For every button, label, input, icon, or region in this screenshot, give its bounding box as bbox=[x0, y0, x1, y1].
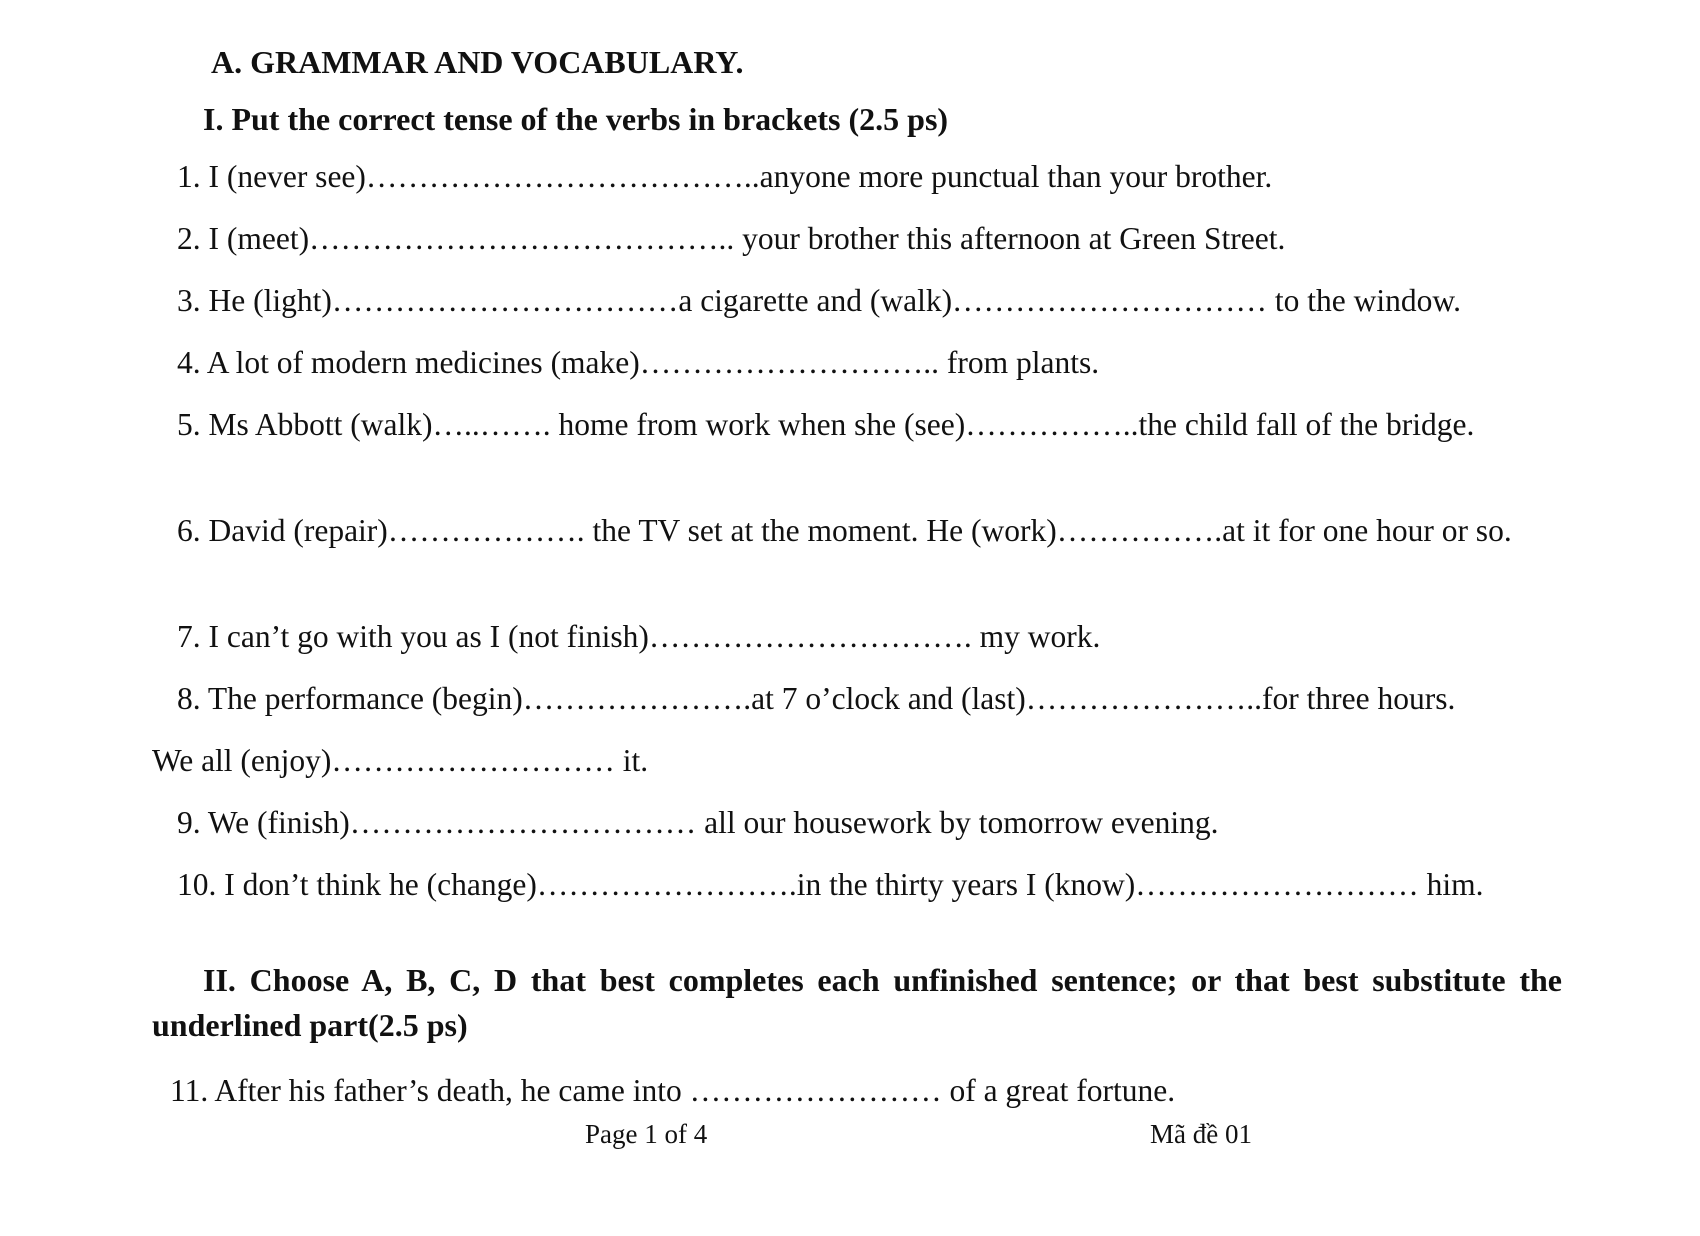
question-10: 10. I don’t think he (change)…………………….in the thirty years I (know)……………………… him. bbox=[177, 867, 1484, 902]
question-3: 3. He (light)……………………………a cigarette and (walk)………………………… to the window. bbox=[177, 283, 1461, 318]
question-8-continuation: We all (enjoy)……………………… it. bbox=[152, 743, 649, 778]
question-11: 11. After his father’s death, he came into …………………… of a great fortune. bbox=[170, 1073, 1176, 1108]
page-number: Page 1 of 4 bbox=[585, 1119, 708, 1149]
question-7: 7. I can’t go with you as I (not finish)…………………………. my work. bbox=[177, 619, 1101, 654]
part-1-heading: I. Put the correct tense of the verbs in brackets (2.5 ps) bbox=[203, 101, 949, 137]
question-4: 4. A lot of modern medicines (make)……………………….. from plants. bbox=[177, 345, 1100, 380]
question-5: 5. Ms Abbott (walk)…..……. home from work when she (see)……………..the child fall of the bridge. bbox=[177, 407, 1475, 442]
question-2: 2. I (meet)………………………………….. your brother this afternoon at Green Street. bbox=[177, 221, 1286, 256]
exam-code: Mã đề 01 bbox=[1150, 1119, 1252, 1149]
part-2-heading: II. Choose A, B, C, D that best completes each unfinished sentence; or that best substitute the underlined part(2.5 ps) bbox=[152, 962, 1562, 1043]
question-8: 8. The performance (begin)………………….at 7 o’clock and (last)…………………..for three hours. bbox=[177, 681, 1456, 716]
question-1: 1. I (never see)………………………………..anyone more punctual than your brother. bbox=[177, 159, 1273, 194]
section-a-heading: A. GRAMMAR AND VOCABULARY. bbox=[211, 44, 744, 80]
question-9: 9. We (finish)…………………………… all our housework by tomorrow evening. bbox=[177, 805, 1219, 840]
question-6: 6. David (repair)………………. the TV set at the moment. He (work)…………….at it for one hour or so. bbox=[177, 513, 1512, 548]
